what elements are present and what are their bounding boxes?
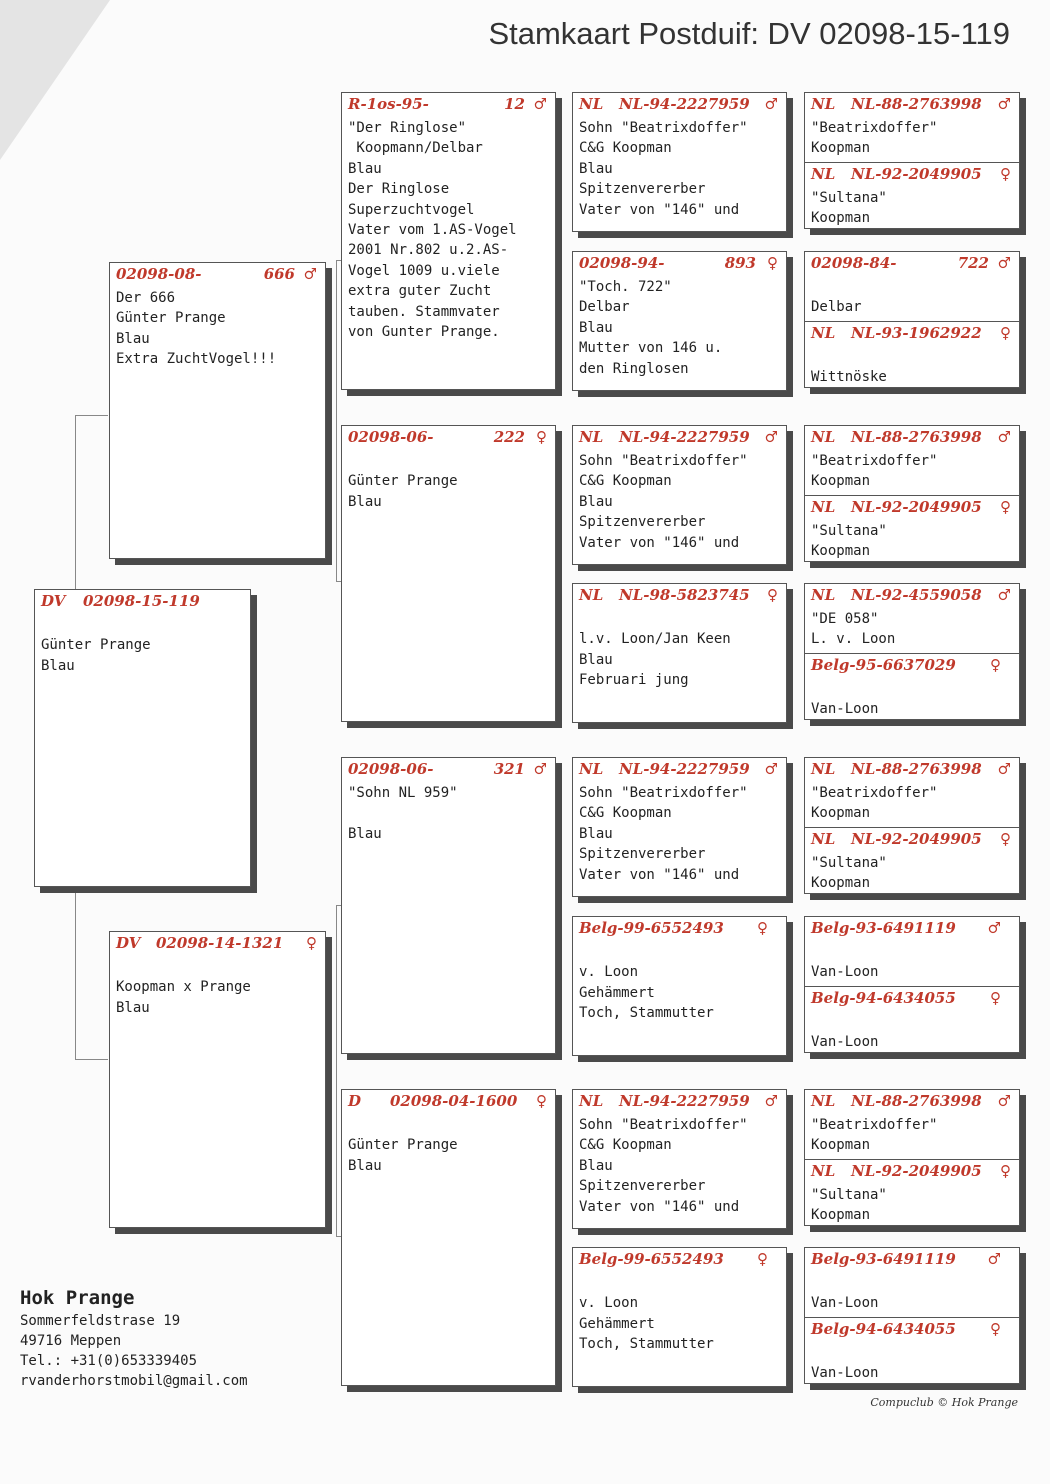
pigeon-gen3-card[interactable]	[572, 757, 787, 897]
ring-number: Belg-94-6434055	[811, 1320, 956, 1338]
ring-prefix: NL	[811, 95, 836, 113]
pigeon-info: "DE 058" L. v. Loon	[811, 611, 896, 648]
ring-number: NL-94-2227959	[619, 428, 750, 446]
pigeon-gen4-pair[interactable]	[804, 251, 1020, 388]
female-icon: ♀	[990, 1320, 1001, 1338]
pigeon-subject-card[interactable]	[34, 589, 251, 887]
ring-suffix: 722	[957, 254, 989, 272]
ring-number: 02098-94-	[579, 254, 665, 272]
ring-prefix: NL	[811, 1092, 836, 1110]
ring-suffix: 222	[493, 428, 525, 446]
ring-number: NL-98-5823745	[619, 586, 750, 604]
pigeon-info: Van-Loon	[811, 701, 879, 718]
ring-number: NL-93-1962922	[851, 324, 982, 342]
ring-prefix: NL	[811, 428, 836, 446]
ring-number: Belg-99-6552493	[579, 1250, 724, 1268]
male-icon: ♂	[987, 1250, 1001, 1268]
pigeon-info: "Sultana" Koopman	[811, 1187, 887, 1224]
pigeon-gen3-card[interactable]	[572, 425, 787, 565]
pigeon-info: Van-Loon	[811, 1295, 879, 1312]
pigeon-gen4-pair[interactable]	[804, 92, 1020, 229]
pigeon-info: Sohn "Beatrixdoffer" C&G Koopman Blau Spitzenvererber Vater von "146" und	[579, 1117, 748, 1215]
ring-prefix: NL	[579, 428, 604, 446]
female-icon: ♀	[1000, 324, 1011, 342]
ring-prefix: DV	[41, 592, 66, 610]
owner-city: 49716 Meppen	[20, 1333, 122, 1349]
ring-prefix: NL	[579, 95, 604, 113]
pigeon-gen2-card[interactable]	[341, 92, 556, 390]
pigeon-info: Van-Loon	[811, 1365, 879, 1382]
ring-number: NL-88-2763998	[851, 1092, 982, 1110]
female-icon: ♀	[1000, 830, 1011, 848]
ring-number: Belg-93-6491119	[811, 1250, 956, 1268]
owner-email: rvanderhorstmobil@gmail.com	[20, 1373, 248, 1389]
pigeon-gen3-card[interactable]	[572, 583, 787, 723]
pigeon-info: "Beatrixdoffer" Koopman	[811, 120, 938, 157]
female-icon: ♀	[767, 254, 778, 272]
ring-number: NL-92-2049905	[851, 165, 982, 183]
pigeon-gen3-card[interactable]	[572, 1247, 787, 1387]
footer-credit: Compuclub © Hok Prange	[870, 1396, 1018, 1409]
female-icon: ♀	[1000, 498, 1011, 516]
male-icon: ♂	[764, 760, 778, 778]
pigeon-info: l.v. Loon/Jan Keen Blau Februari jung	[579, 631, 731, 689]
pigeon-gen2-card[interactable]	[341, 1089, 556, 1386]
pigeon-info: v. Loon Gehämmert Toch, Stammutter	[579, 964, 714, 1022]
pigeon-gen4-pair[interactable]	[804, 1247, 1020, 1384]
female-icon: ♀	[757, 919, 768, 937]
pigeon-info: Sohn "Beatrixdoffer" C&G Koopman Blau Spitzenvererber Vater von "146" und	[579, 785, 748, 883]
pigeon-gen4-pair[interactable]	[804, 757, 1020, 894]
ring-number: NL-92-2049905	[851, 830, 982, 848]
male-icon: ♂	[987, 919, 1001, 937]
pigeon-info: Wittnöske	[811, 369, 887, 386]
ring-number: 02098-04-1600	[390, 1092, 518, 1110]
ring-number: NL-88-2763998	[851, 95, 982, 113]
pigeon-info: Der 666 Günter Prange Blau Extra ZuchtVogel!!!	[116, 290, 277, 368]
female-icon: ♀	[990, 989, 1001, 1007]
pigeon-gen4-pair[interactable]	[804, 916, 1020, 1053]
pigeon-gen3-card[interactable]	[572, 916, 787, 1056]
ring-number: 02098-14-1321	[156, 934, 284, 952]
pigeon-info: "Sohn NL 959" Blau	[348, 785, 458, 842]
ring-suffix: 893	[724, 254, 756, 272]
female-icon: ♀	[306, 934, 317, 952]
folded-corner	[0, 0, 110, 160]
ring-number: 02098-06-	[348, 760, 434, 778]
ring-number: NL-94-2227959	[619, 760, 750, 778]
pigeon-info: Sohn "Beatrixdoffer" C&G Koopman Blau Spitzenvererber Vater von "146" und	[579, 453, 748, 551]
ring-number: NL-92-2049905	[851, 1162, 982, 1180]
pigeon-info: "Beatrixdoffer" Koopman	[811, 785, 938, 822]
female-icon: ♀	[1000, 1162, 1011, 1180]
ring-number: NL-88-2763998	[851, 428, 982, 446]
male-icon: ♂	[997, 586, 1011, 604]
female-icon: ♀	[757, 1250, 768, 1268]
ring-number: Belg-99-6552493	[579, 919, 724, 937]
page-title: Stamkaart Postduif: DV 02098-15-119	[488, 16, 1010, 51]
ring-number: NL-92-2049905	[851, 498, 982, 516]
pigeon-info: Günter Prange Blau	[41, 637, 151, 674]
male-icon: ♂	[764, 1092, 778, 1110]
pigeon-gen4-pair[interactable]	[804, 425, 1020, 562]
owner-street: Sommerfeldstrase 19	[20, 1313, 181, 1329]
ring-number: NL-94-2227959	[619, 1092, 750, 1110]
ring-prefix: NL	[811, 830, 836, 848]
ring-prefix: NL	[811, 498, 836, 516]
male-icon: ♂	[764, 428, 778, 446]
owner-name: Hok Prange	[20, 1287, 135, 1309]
ring-suffix: 321	[493, 760, 525, 778]
ring-number: NL-94-2227959	[619, 95, 750, 113]
pigeon-info: Günter Prange Blau	[348, 1137, 458, 1174]
ring-number: 02098-08-	[116, 265, 202, 283]
male-icon: ♂	[533, 95, 547, 113]
male-icon: ♂	[764, 95, 778, 113]
ring-number: R-1os-95-	[348, 95, 429, 113]
pigeon-info: "Beatrixdoffer" Koopman	[811, 453, 938, 490]
ring-prefix: NL	[811, 324, 836, 342]
female-icon: ♀	[536, 428, 547, 446]
owner-block	[20, 1285, 248, 1391]
male-icon: ♂	[997, 760, 1011, 778]
pigeon-gen2-card[interactable]	[341, 425, 556, 722]
male-icon: ♂	[997, 1092, 1011, 1110]
female-icon: ♀	[990, 656, 1001, 674]
ring-prefix: NL	[579, 760, 604, 778]
ring-number: Belg-95-6637029	[811, 656, 956, 674]
pigeon-gen2-card[interactable]	[341, 757, 556, 1054]
pigeon-info: "Sultana" Koopman	[811, 523, 887, 560]
ring-number: Belg-94-6434055	[811, 989, 956, 1007]
female-icon: ♀	[536, 1092, 547, 1110]
ring-number: NL-88-2763998	[851, 760, 982, 778]
male-icon: ♂	[303, 265, 317, 283]
ring-prefix: NL	[811, 165, 836, 183]
ring-prefix: D	[348, 1092, 362, 1110]
pigeon-info: "Sultana" Koopman	[811, 190, 887, 227]
ring-prefix: NL	[579, 586, 604, 604]
pigeon-info: "Sultana" Koopman	[811, 855, 887, 892]
pigeon-info: v. Loon Gehämmert Toch, Stammutter	[579, 1295, 714, 1353]
female-icon: ♀	[1000, 165, 1011, 183]
owner-phone: Tel.: +31(0)653339405	[20, 1353, 198, 1369]
pigeon-info: Delbar	[811, 299, 862, 316]
male-icon: ♂	[533, 760, 547, 778]
male-icon: ♂	[997, 95, 1011, 113]
ring-number: Belg-93-6491119	[811, 919, 956, 937]
ring-suffix: 666	[263, 265, 295, 283]
pigeon-info: "Beatrixdoffer" Koopman	[811, 1117, 938, 1154]
ring-prefix: DV	[116, 934, 141, 952]
pigeon-info: Van-Loon	[811, 964, 879, 981]
pigeon-info: Günter Prange Blau	[348, 473, 458, 510]
pigeon-info: "Toch. 722" Delbar Blau Mutter von 146 u. den Ringlosen	[579, 279, 723, 377]
pigeon-gen3-card[interactable]	[572, 1089, 787, 1229]
ring-prefix: NL	[811, 586, 836, 604]
pigeon-gen4-pair[interactable]	[804, 1089, 1020, 1226]
male-icon: ♂	[997, 428, 1011, 446]
ring-suffix: 12	[504, 95, 525, 113]
ring-number: NL-92-4559058	[851, 586, 982, 604]
pigeon-info: Sohn "Beatrixdoffer" C&G Koopman Blau Spitzenvererber Vater von "146" und	[579, 120, 748, 218]
ring-prefix: NL	[811, 760, 836, 778]
pigeon-gen3-card[interactable]	[572, 92, 787, 232]
pigeon-info: Koopman x Prange Blau	[116, 979, 251, 1016]
ring-number: 02098-06-	[348, 428, 434, 446]
male-icon: ♂	[997, 254, 1011, 272]
ring-number: 02098-15-119	[83, 592, 200, 610]
pigeon-gen3-card[interactable]	[572, 251, 787, 391]
pigeon-gen4-pair[interactable]	[804, 583, 1020, 720]
ring-prefix: NL	[579, 1092, 604, 1110]
ring-prefix: NL	[811, 1162, 836, 1180]
ring-number: 02098-84-	[811, 254, 897, 272]
pigeon-info: "Der Ringlose" Koopmann/Delbar Blau Der Ringlose Superzuchtvogel Vater vom 1.AS-Vogel 2001 Nr.802 u.2.AS- Vogel 1009 u.viele extra guter Zucht tauben. Stammvater von Gunter Prange.	[348, 120, 517, 341]
female-icon: ♀	[767, 586, 778, 604]
pigeon-info: Van-Loon	[811, 1034, 879, 1051]
pigeon-dam-card[interactable]	[109, 931, 326, 1228]
pigeon-sire-card[interactable]	[109, 262, 326, 559]
